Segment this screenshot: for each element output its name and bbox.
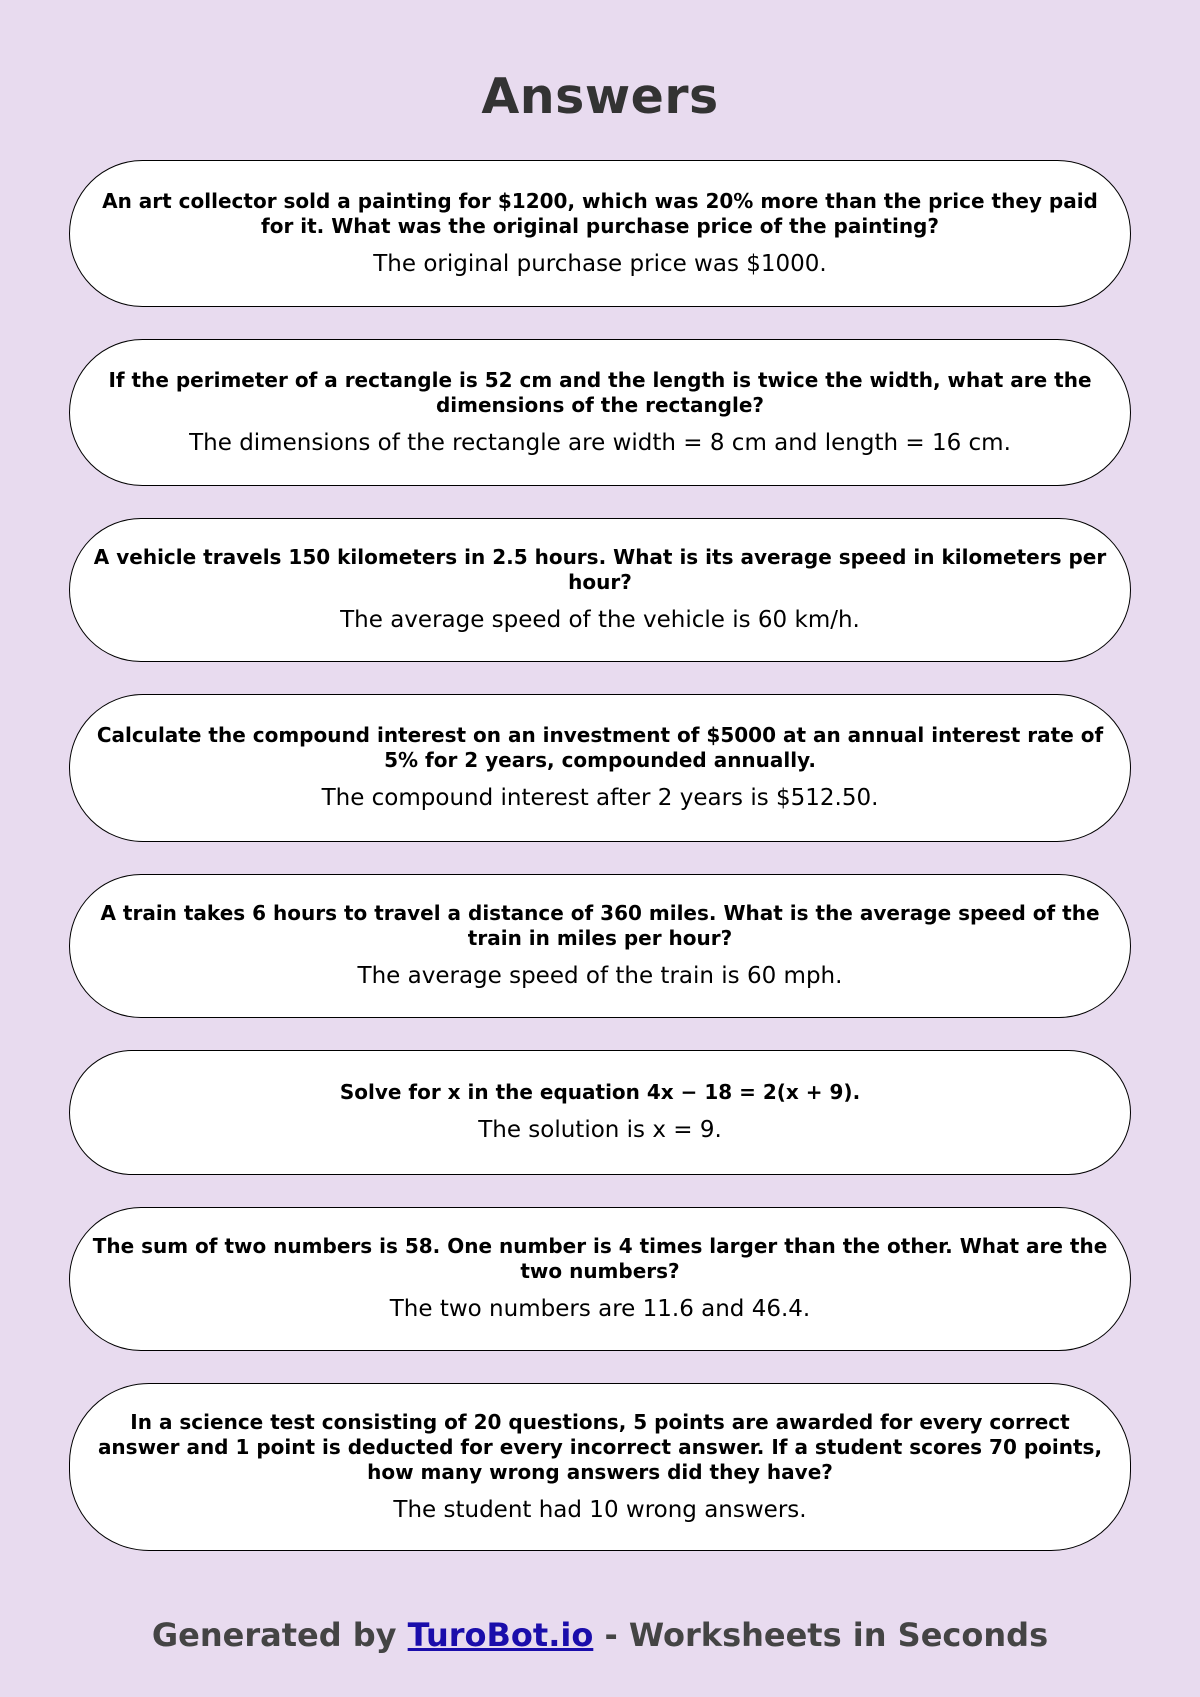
answer-card	[69, 1050, 1131, 1175]
answer-text: The average speed of the vehicle is 60 km/h.	[340, 607, 860, 633]
turobot-link[interactable]: TuroBot.io	[407, 1616, 594, 1654]
answer-text: The original purchase price was $1000.	[373, 250, 827, 277]
page-title: Answers	[481, 68, 719, 125]
answer-card	[69, 874, 1131, 1018]
answer-card	[69, 1207, 1131, 1351]
answer-card	[69, 518, 1131, 662]
answer-text: The compound interest after 2 years is $512.50.	[321, 785, 879, 811]
answer-text: The student had 10 wrong answers.	[393, 1496, 807, 1523]
question-text: An art collector sold a painting for $1200, which was 20% more than the price they paid for it. What was the original purchase price of the painting?	[102, 188, 1098, 238]
answer-text: The dimensions of the rectangle are width = 8 cm and length = 16 cm.	[189, 429, 1011, 456]
answer-card	[69, 160, 1131, 307]
answer-text: The solution is x = 9.	[478, 1117, 722, 1143]
footer-suffix: - Worksheets in Seconds	[593, 1616, 1049, 1654]
answer-card	[69, 694, 1131, 842]
answer-card	[69, 1383, 1131, 1551]
footer-prefix: Generated by	[151, 1616, 408, 1654]
question-text: The sum of two numbers is 58. One number is 4 times larger than the other. What are the two numbers?	[92, 1234, 1108, 1283]
answer-text: The average speed of the train is 60 mph.	[357, 963, 843, 989]
question-text: A train takes 6 hours to travel a distance of 360 miles. What is the average speed of the train in miles per hour?	[100, 901, 1100, 950]
footer	[0, 1616, 1200, 1654]
answer-card	[69, 339, 1131, 486]
question-text: Solve for x in the equation 4x − 18 = 2(x + 9).	[339, 1080, 861, 1104]
question-text: A vehicle travels 150 kilometers in 2.5 hours. What is its average speed in kilometers per hour?	[93, 545, 1107, 594]
answer-text: The two numbers are 11.6 and 46.4.	[389, 1296, 811, 1322]
question-text: In a science test consisting of 20 questions, 5 points are awarded for every correct answer and 1 point is deducted for every incorrect answer. If a student scores 70 points, how many wrong answers did they have?	[97, 1409, 1103, 1484]
question-text: Calculate the compound interest on an investment of $5000 at an annual interest rate of 5% for 2 years, compounded annually.	[96, 723, 1104, 772]
question-text: If the perimeter of a rectangle is 52 cm and the length is twice the width, what are the dimensions of the rectangle?	[108, 367, 1092, 417]
